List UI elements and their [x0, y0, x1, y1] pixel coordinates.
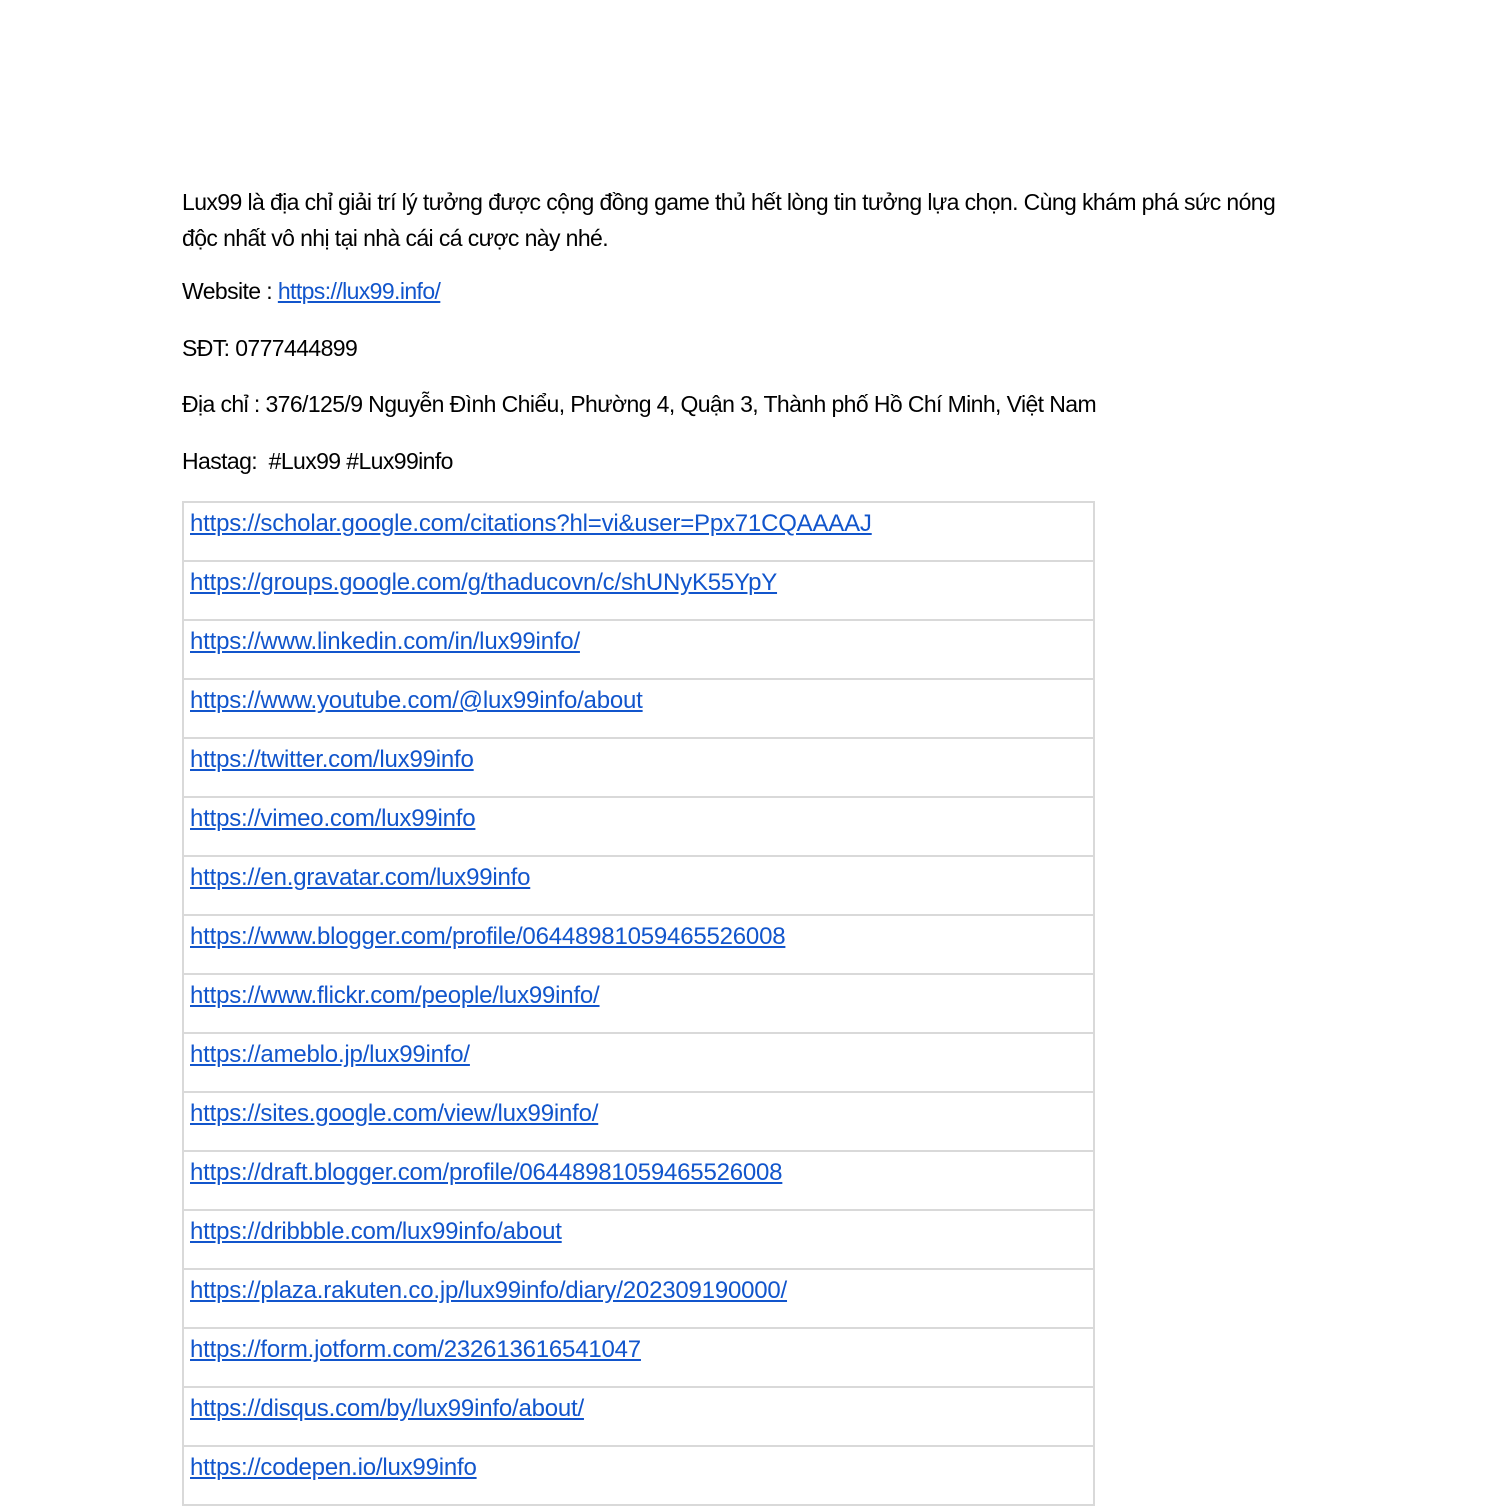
- table-row: [183, 1151, 1094, 1210]
- profile-link[interactable]: https://www.youtube.com/@lux99info/about: [190, 687, 643, 714]
- table-cell: [183, 1328, 1094, 1387]
- profile-link[interactable]: https://sites.google.com/view/lux99info/: [190, 1100, 599, 1127]
- profile-link[interactable]: https://www.linkedin.com/in/lux99info/: [190, 628, 580, 655]
- table-row: [183, 797, 1094, 856]
- profile-link[interactable]: https://dribbble.com/lux99info/about: [190, 1218, 562, 1245]
- table-row: [183, 561, 1094, 620]
- phone-line: SĐT: 0777444899: [182, 335, 358, 361]
- table-row: [183, 502, 1094, 561]
- table-row: [183, 1446, 1094, 1505]
- table-cell: [183, 738, 1094, 797]
- links-table: [182, 501, 1095, 1506]
- address-line: Địa chỉ : 376/125/9 Nguyễn Đình Chiểu, Phường 4, Quận 3, Thành phố Hồ Chí Minh, Việt Nam: [182, 391, 1097, 417]
- table-row: [183, 915, 1094, 974]
- table-cell: [183, 561, 1094, 620]
- profile-link[interactable]: https://vimeo.com/lux99info: [190, 805, 476, 832]
- table-row: [183, 1033, 1094, 1092]
- profile-link[interactable]: https://twitter.com/lux99info: [190, 746, 474, 773]
- profile-link[interactable]: https://codepen.io/lux99info: [190, 1454, 477, 1481]
- table-cell: [183, 620, 1094, 679]
- profile-link[interactable]: https://ameblo.jp/lux99info/: [190, 1041, 470, 1068]
- table-row: [183, 1328, 1094, 1387]
- website-link[interactable]: https://lux99.info/: [277, 278, 441, 304]
- table-cell: [183, 1387, 1094, 1446]
- table-cell: [183, 1092, 1094, 1151]
- table-row: [183, 1269, 1094, 1328]
- profile-link[interactable]: https://scholar.google.com/citations?hl=vi&user=Ppx71CQAAAAJ: [190, 510, 872, 537]
- table-row: [183, 1092, 1094, 1151]
- table-cell: [183, 1033, 1094, 1092]
- table-cell: [183, 856, 1094, 915]
- table-cell: [183, 1210, 1094, 1269]
- table-cell: [183, 1151, 1094, 1210]
- table-row: [183, 679, 1094, 738]
- table-cell: [183, 1446, 1094, 1505]
- hashtag-line: Hastag: #Lux99 #Lux99info: [182, 448, 453, 474]
- profile-link[interactable]: https://form.jotform.com/232613616541047: [190, 1336, 641, 1363]
- table-row: [183, 856, 1094, 915]
- table-cell: [183, 974, 1094, 1033]
- intro-paragraph: Lux99 là địa chỉ giải trí lý tưởng được cộng đồng game thủ hết lòng tin tưởng lựa chọn. Cùng khám phá sức nóng độc nhất vô nhị tại nhà cái cá cược này nhé.: [182, 189, 1276, 251]
- table-row: [183, 620, 1094, 679]
- table-cell: [183, 915, 1094, 974]
- profile-link[interactable]: https://www.blogger.com/profile/06448981059465526008: [190, 923, 786, 950]
- website-label: Website :: [182, 278, 278, 304]
- table-cell: [183, 502, 1094, 561]
- profile-link[interactable]: https://plaza.rakuten.co.jp/lux99info/diary/202309190000/: [190, 1277, 788, 1304]
- table-row: [183, 974, 1094, 1033]
- profile-link[interactable]: https://draft.blogger.com/profile/06448981059465526008: [190, 1159, 783, 1186]
- profile-link[interactable]: https://groups.google.com/g/thaducovn/c/shUNyK55YpY: [190, 569, 778, 596]
- website-line: [182, 278, 440, 305]
- profile-link[interactable]: https://en.gravatar.com/lux99info: [190, 864, 531, 891]
- table-cell: [183, 1269, 1094, 1328]
- profile-link[interactable]: https://disqus.com/by/lux99info/about/: [190, 1395, 584, 1422]
- table-row: [183, 738, 1094, 797]
- profile-link[interactable]: https://www.flickr.com/people/lux99info/: [190, 982, 600, 1009]
- table-row: [183, 1387, 1094, 1446]
- table-cell: [183, 797, 1094, 856]
- table-row: [183, 1210, 1094, 1269]
- table-cell: [183, 679, 1094, 738]
